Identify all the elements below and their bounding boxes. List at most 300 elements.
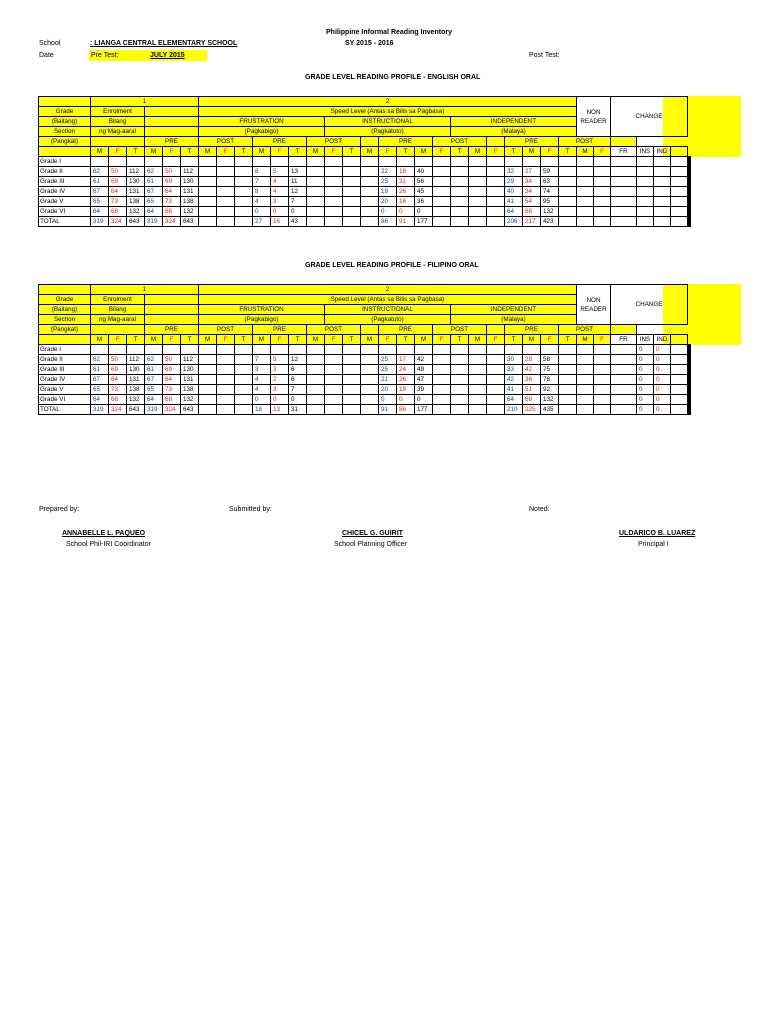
school-value: : LIANGA CENTRAL ELEMENTARY SCHOOL — [90, 40, 238, 47]
nonreader-m: 0 — [639, 345, 643, 353]
submitted-role: School Planning Officer — [334, 541, 408, 548]
grade-header: (Baitang) — [51, 117, 78, 125]
value-cell: 73 — [165, 385, 173, 393]
nonreader-header: READER — [580, 305, 607, 313]
value-cell: 324 — [111, 405, 122, 413]
table-row — [39, 157, 691, 167]
value-cell: 91 — [381, 405, 389, 413]
filipino-table-title: GRADE LEVEL READING PROFILE - FILIPINO ORAL — [305, 262, 479, 269]
fr-header: FR — [619, 335, 628, 343]
f-header: F — [331, 335, 336, 343]
value-cell: 31 — [399, 177, 407, 185]
value-cell: 319 — [93, 405, 104, 413]
value-cell: 50 — [165, 167, 173, 175]
grade-header: Grade — [55, 107, 74, 115]
value-cell: 65 — [147, 385, 155, 393]
frustration-header: FRUSTRATION — [239, 305, 284, 313]
mft-row — [39, 147, 691, 157]
value-cell: 61 — [93, 177, 101, 185]
nonreader-f: 0 — [656, 355, 660, 363]
nonreader-m: 0 — [639, 405, 643, 413]
value-cell: 643 — [183, 217, 194, 225]
f-header: F — [493, 147, 498, 155]
f-header: F — [385, 147, 390, 155]
f-header: F — [115, 147, 120, 155]
enrolment-header: Enrolment — [103, 107, 132, 115]
value-cell: 26 — [399, 187, 407, 195]
table-row — [39, 207, 691, 217]
submitted-name: CHICEL G. GUIRIT — [342, 530, 403, 537]
value-cell: 34 — [525, 177, 533, 185]
value-cell: 68 — [165, 395, 173, 403]
t-header: T — [403, 335, 408, 343]
nonreader-m: 0 — [639, 385, 643, 393]
value-cell: 68 — [525, 395, 533, 403]
m-header: M — [528, 147, 535, 155]
instructional-header: (Pagkatuto) — [371, 127, 404, 135]
value-cell: 65 — [93, 385, 101, 393]
grade-label: Grade I — [40, 345, 61, 353]
enrolment-header: Bilang — [108, 117, 127, 125]
value-cell: 132 — [129, 207, 140, 215]
value-cell: 27 — [525, 167, 533, 175]
f-header: F — [493, 335, 498, 343]
value-cell: 319 — [93, 217, 104, 225]
m-header: M — [96, 335, 103, 343]
value-cell: 64 — [111, 187, 119, 195]
value-cell: 217 — [525, 217, 536, 225]
value-cell: 138 — [183, 385, 194, 393]
independent-header: (Malaya) — [501, 127, 526, 135]
t-header: T — [187, 335, 192, 343]
frustration-header: (Pagkabigo) — [244, 127, 279, 135]
value-cell: 64 — [507, 395, 515, 403]
grade-label: Grade III — [40, 177, 65, 185]
value-cell: 36 — [417, 197, 425, 205]
value-cell: 7 — [255, 355, 259, 363]
value-cell: 132 — [183, 207, 194, 215]
value-cell: 0 — [291, 207, 295, 215]
value-cell: 0 — [417, 207, 421, 215]
f-header: F — [223, 147, 228, 155]
grade-header: Grade — [55, 295, 74, 303]
nonreader-f: 0 — [656, 395, 660, 403]
pre-header: PRE — [399, 137, 412, 145]
value-cell: 132 — [183, 395, 194, 403]
value-cell: 62 — [147, 355, 155, 363]
value-cell: 67 — [147, 187, 155, 195]
t-header: T — [511, 335, 516, 343]
t-header: T — [457, 147, 462, 155]
ind-header: IND — [656, 335, 668, 343]
value-cell: 68 — [111, 395, 119, 403]
instructional-header: INSTRUCTIONAL — [362, 117, 413, 125]
value-cell: 67 — [93, 375, 101, 383]
value-cell: 435 — [543, 405, 554, 413]
value-cell: 0 — [291, 395, 295, 403]
value-cell: 69 — [111, 365, 119, 373]
value-cell: 4 — [255, 375, 259, 383]
value-cell: 112 — [129, 355, 140, 363]
f-header: F — [277, 147, 282, 155]
value-cell: 21 — [381, 375, 389, 383]
value-cell: 643 — [129, 405, 140, 413]
value-cell: 225 — [525, 405, 536, 413]
f-header: F — [547, 147, 552, 155]
f-header: F — [277, 335, 282, 343]
grade-label: Grade VI — [40, 207, 66, 215]
value-cell: 30 — [507, 355, 515, 363]
m-header: M — [204, 335, 211, 343]
m-header: M — [312, 335, 319, 343]
value-cell: 34 — [525, 187, 533, 195]
value-cell: 130 — [129, 365, 140, 373]
value-cell: 69 — [111, 177, 119, 185]
pre-header: PRE — [165, 137, 178, 145]
value-cell: 210 — [507, 405, 518, 413]
value-cell: 68 — [165, 207, 173, 215]
m-header: M — [312, 147, 319, 155]
value-cell: 17 — [399, 355, 407, 363]
value-cell: 6 — [291, 375, 295, 383]
m-header: M — [204, 147, 211, 155]
value-cell: 51 — [525, 385, 533, 393]
value-cell: 91 — [399, 217, 407, 225]
grade-label: Grade V — [40, 197, 64, 205]
value-cell: 16 — [399, 197, 407, 205]
independent-header: (Malaya) — [501, 315, 526, 323]
nonreader-f: 0 — [656, 405, 660, 413]
t-header: T — [511, 147, 516, 155]
value-cell: 131 — [183, 187, 194, 195]
value-cell: 18 — [399, 167, 407, 175]
table-row — [39, 405, 691, 415]
value-cell: 61 — [147, 365, 155, 373]
mft-row — [39, 335, 691, 345]
speed-level-header: Speed Level (Antas sa Bilis sa Pagbasa) — [330, 107, 445, 115]
m-header: M — [258, 147, 265, 155]
value-cell: 39 — [417, 385, 425, 393]
f-header: F — [115, 335, 120, 343]
value-cell: 61 — [147, 177, 155, 185]
grade-header: (Pangkat) — [50, 325, 79, 333]
value-cell: 3 — [273, 385, 277, 393]
nonreader-f: 0 — [656, 385, 660, 393]
table-row — [39, 217, 691, 227]
value-cell: 25 — [381, 365, 389, 373]
t-header: T — [565, 335, 570, 343]
noted-label: Noted: — [529, 506, 550, 513]
table-row — [39, 395, 691, 405]
value-cell: 40 — [507, 187, 515, 195]
f-header: F — [169, 147, 174, 155]
m-header: M — [474, 147, 481, 155]
pre-header: PRE — [273, 325, 286, 333]
value-cell: 62 — [93, 355, 101, 363]
value-cell: 41 — [507, 385, 515, 393]
value-cell: 26 — [399, 375, 407, 383]
value-cell: 138 — [183, 197, 194, 205]
section-number: 1 — [142, 285, 147, 293]
grade-header: Section — [53, 315, 75, 323]
reading-profile-table — [38, 284, 691, 415]
m-header: M — [366, 335, 373, 343]
value-cell: 3 — [255, 365, 259, 373]
value-cell: 8 — [255, 187, 259, 195]
change-header: CHANGE — [635, 112, 663, 120]
value-cell: 19 — [381, 187, 389, 195]
value-cell: 45 — [417, 187, 425, 195]
value-cell: 67 — [147, 375, 155, 383]
instructional-header: INSTRUCTIONAL — [362, 305, 413, 313]
f-header: F — [600, 335, 604, 343]
value-cell: 61 — [93, 365, 101, 373]
fr-header: FR — [619, 147, 628, 155]
value-cell: 112 — [183, 167, 194, 175]
f-header: F — [223, 335, 228, 343]
value-cell: 95 — [543, 197, 551, 205]
value-cell: 0 — [273, 207, 277, 215]
post-header: POST — [575, 325, 594, 333]
pre-header: PRE — [399, 325, 412, 333]
value-cell: 42 — [507, 375, 515, 383]
value-cell: 13 — [291, 167, 299, 175]
value-cell: 11 — [291, 177, 298, 185]
post-header: POST — [216, 325, 235, 333]
value-cell: 68 — [525, 207, 533, 215]
value-cell: 0 — [381, 207, 385, 215]
value-cell: 131 — [183, 375, 194, 383]
table-row — [39, 187, 691, 197]
value-cell: 4 — [255, 385, 259, 393]
value-cell: 54 — [525, 197, 533, 205]
m-header: M — [96, 147, 103, 155]
value-cell: 42 — [525, 365, 533, 373]
section-row — [39, 285, 691, 295]
value-cell: 73 — [111, 197, 119, 205]
value-cell: 319 — [147, 405, 158, 413]
value-cell: 131 — [129, 375, 140, 383]
f-header: F — [547, 335, 552, 343]
prepared-label: Prepared by: — [39, 506, 80, 513]
m-header: M — [474, 335, 481, 343]
grade-label: Grade VI — [40, 395, 66, 403]
m-header: M — [366, 147, 373, 155]
submitted-label: Submitted by: — [229, 506, 272, 513]
ind-header: IND — [656, 147, 668, 155]
f-header: F — [600, 147, 604, 155]
enrolment-header: Enrolment — [103, 295, 132, 303]
value-cell: 20 — [381, 385, 389, 393]
value-cell: 92 — [543, 385, 551, 393]
value-cell: 56 — [417, 177, 425, 185]
f-header: F — [439, 335, 444, 343]
value-cell: 6 — [291, 365, 295, 373]
post-header: POST — [575, 137, 594, 145]
value-cell: 50 — [111, 355, 119, 363]
independent-header: INDEPENDENT — [490, 117, 537, 125]
value-cell: 112 — [183, 355, 194, 363]
t-header: T — [403, 147, 408, 155]
nonreader-m: 0 — [639, 395, 643, 403]
nonreader-m: 0 — [639, 355, 643, 363]
value-cell: 0 — [381, 395, 385, 403]
value-cell: 32 — [507, 167, 515, 175]
t-header: T — [457, 335, 462, 343]
value-cell: 0 — [399, 207, 403, 215]
value-cell: 8 — [255, 167, 259, 175]
value-cell: 65 — [93, 197, 101, 205]
pre-header: PRE — [525, 137, 538, 145]
value-cell: 18 — [255, 405, 263, 413]
table-row — [39, 177, 691, 187]
m-header: M — [150, 147, 157, 155]
value-cell: 64 — [93, 207, 101, 215]
value-cell: 12 — [291, 187, 299, 195]
value-cell: 324 — [165, 405, 176, 413]
pre-header: PRE — [525, 325, 538, 333]
value-cell: 64 — [507, 207, 515, 215]
value-cell: 132 — [543, 395, 554, 403]
value-cell: 7 — [291, 385, 295, 393]
value-cell: 0 — [255, 395, 259, 403]
m-header: M — [150, 335, 157, 343]
value-cell: 27 — [255, 217, 263, 225]
value-cell: 0 — [417, 395, 421, 403]
t-header: T — [187, 147, 192, 155]
value-cell: 47 — [417, 375, 425, 383]
value-cell: 28 — [525, 355, 533, 363]
value-cell: 50 — [111, 167, 119, 175]
section-number: 2 — [385, 97, 390, 105]
value-cell: 58 — [543, 355, 551, 363]
value-cell: 36 — [525, 375, 533, 383]
table-row — [39, 385, 691, 395]
grade-label: Grade III — [40, 365, 65, 373]
grade-header: (Baitang) — [51, 305, 78, 313]
m-header: M — [582, 335, 588, 343]
value-cell: 64 — [165, 375, 173, 383]
m-header: M — [420, 335, 427, 343]
value-cell: 41 — [507, 197, 515, 205]
value-cell: 64 — [111, 375, 119, 383]
value-cell: 131 — [129, 187, 140, 195]
noted-name: ULDARICO B. LUAREZ — [619, 530, 696, 537]
value-cell: 132 — [129, 395, 140, 403]
pretest-value: JULY 2015 — [150, 52, 185, 59]
f-header: F — [385, 335, 390, 343]
value-cell: 68 — [111, 207, 119, 215]
nonreader-m: 0 — [639, 365, 643, 373]
speed-level-header: Speed Level (Antas sa Bilis sa Pagbasa) — [330, 295, 445, 303]
value-cell: 24 — [399, 365, 407, 373]
value-cell: 4 — [255, 197, 259, 205]
header-row — [39, 137, 691, 147]
section-number: 1 — [142, 97, 147, 105]
header-row — [39, 325, 691, 335]
post-header: POST — [216, 137, 235, 145]
value-cell: 130 — [183, 365, 194, 373]
value-cell: 0 — [273, 395, 277, 403]
value-cell: 4 — [273, 187, 277, 195]
value-cell: 43 — [291, 217, 299, 225]
table-row — [39, 375, 691, 385]
nonreader-f: 0 — [656, 345, 660, 353]
posttest-label: Post Test: — [529, 52, 560, 59]
f-header: F — [331, 147, 336, 155]
t-header: T — [295, 335, 300, 343]
value-cell: 5 — [273, 355, 277, 363]
value-cell: 3 — [273, 197, 277, 205]
grade-label: Grade IV — [40, 187, 66, 195]
value-cell: 319 — [147, 217, 158, 225]
date-label: Date — [39, 52, 54, 59]
pretest-label: Pre Test: — [91, 52, 119, 59]
value-cell: 67 — [93, 187, 101, 195]
post-header: POST — [450, 137, 469, 145]
value-cell: 73 — [165, 197, 173, 205]
value-cell: 2 — [273, 375, 277, 383]
value-cell: 5 — [273, 167, 277, 175]
value-cell: 40 — [417, 167, 425, 175]
value-cell: 0 — [255, 207, 259, 215]
value-cell: 29 — [507, 177, 515, 185]
post-header: POST — [324, 325, 343, 333]
grade-header: (Pangkat) — [50, 137, 79, 145]
value-cell: 33 — [507, 365, 515, 373]
t-header: T — [241, 335, 246, 343]
t-header: T — [565, 147, 570, 155]
value-cell: 50 — [165, 355, 173, 363]
pre-header: PRE — [273, 137, 286, 145]
value-cell: 130 — [183, 177, 194, 185]
value-cell: 25 — [381, 355, 389, 363]
value-cell: 4 — [273, 177, 277, 185]
reading-profile-table — [38, 96, 691, 227]
value-cell: 65 — [147, 197, 155, 205]
grade-label: Grade V — [40, 385, 64, 393]
independent-header: INDEPENDENT — [490, 305, 537, 313]
nonreader-f: 0 — [656, 365, 660, 373]
value-cell: 12 — [291, 355, 299, 363]
value-cell: 177 — [417, 217, 428, 225]
grade-label: TOTAL — [40, 217, 60, 225]
table-row — [39, 345, 691, 355]
value-cell: 75 — [543, 365, 551, 373]
value-cell: 130 — [129, 177, 140, 185]
value-cell: 324 — [165, 217, 176, 225]
value-cell: 0 — [399, 395, 403, 403]
prepared-role: School Phil-IRI Coordinator — [66, 541, 151, 548]
instructional-header: (Pagkatuto) — [371, 315, 404, 323]
value-cell: 177 — [417, 405, 428, 413]
nonreader-header: NON — [586, 108, 601, 116]
value-cell: 42 — [417, 355, 425, 363]
m-header: M — [258, 335, 265, 343]
value-cell: 74 — [543, 187, 551, 195]
nonreader-m: 0 — [639, 375, 643, 383]
value-cell: 86 — [399, 405, 407, 413]
value-cell: 78 — [543, 375, 551, 383]
change-header: CHANGE — [635, 300, 663, 308]
report-title: Philippine Informal Reading Inventory — [326, 29, 453, 36]
enrolment-header: Bilang — [108, 305, 127, 313]
nonreader-header: READER — [580, 117, 607, 125]
nonreader-header: NON — [586, 296, 601, 304]
section-row — [39, 97, 691, 107]
value-cell: 22 — [381, 167, 389, 175]
enrolment-header: ng Mag-aaral — [98, 127, 137, 135]
